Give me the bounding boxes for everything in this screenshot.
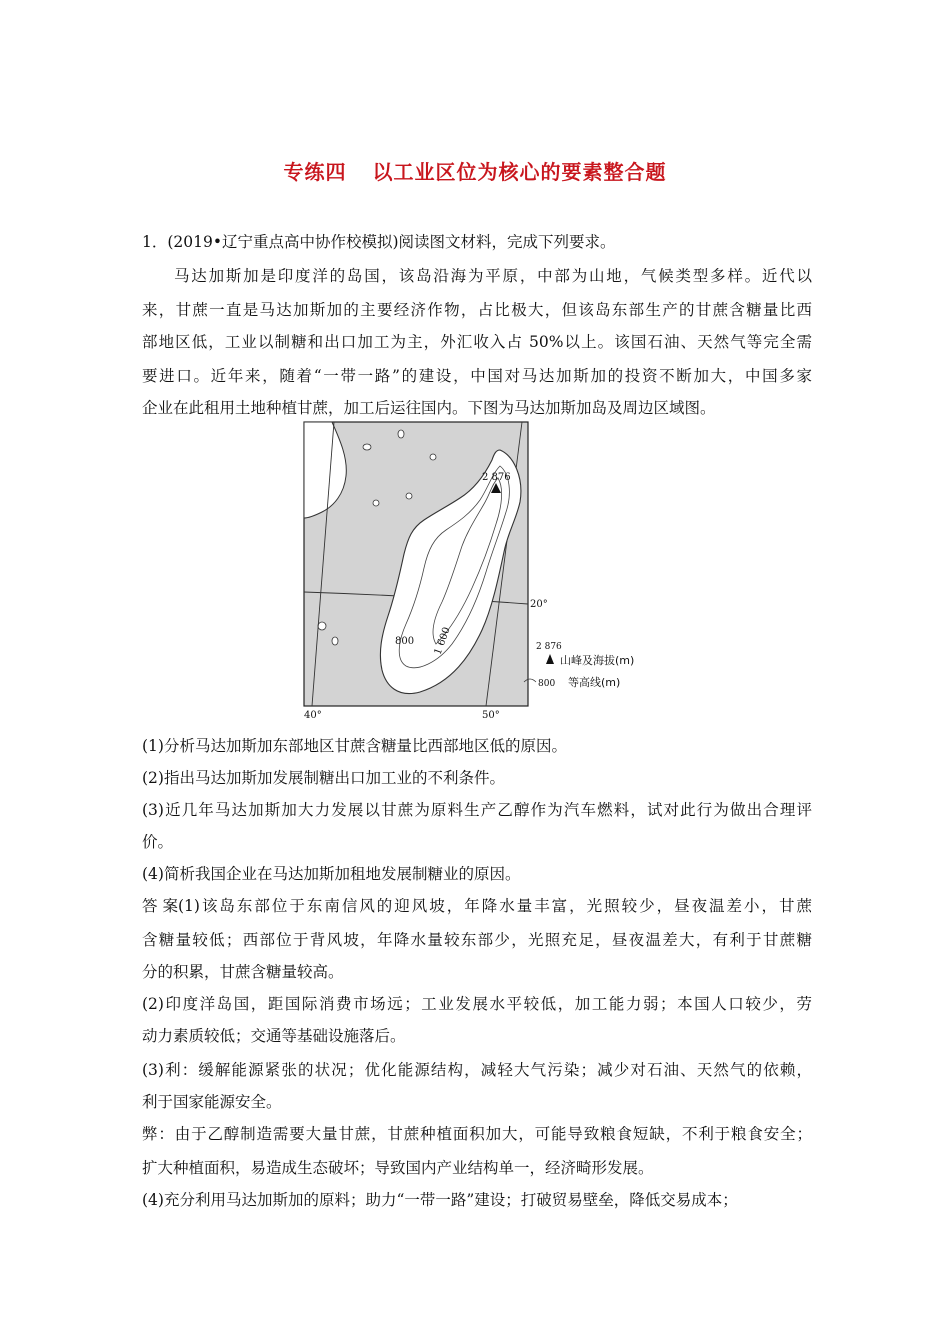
answer-line: (3)利：缓解能源紧张的状况；优化能源结构，减轻大气污染；减少对石油、天然气的依赖， bbox=[142, 1061, 812, 1079]
longitude-label-50: 50° bbox=[482, 710, 500, 720]
question-stem: 1．(2019•辽宁重点高中协作校模拟)阅读图文材料，完成下列要求。 bbox=[142, 233, 616, 251]
material-line: 马达加斯加是印度洋的岛国，该岛沿海为平原，中部为山地，气候类型多样。近代以 bbox=[174, 267, 812, 285]
island bbox=[398, 430, 404, 438]
answer-line: 弊：由于乙醇制造需要大量甘蔗，甘蔗种植面积加大，可能导致粮食短缺，不利于粮食安全； bbox=[142, 1125, 812, 1143]
sub-question-2: (2)指出马达加斯加发展制糖出口加工业的不利条件。 bbox=[142, 769, 505, 787]
legend-contour-text: 等高线(m) bbox=[568, 676, 621, 689]
legend-contour-value: 800 bbox=[538, 679, 556, 689]
island bbox=[430, 454, 436, 460]
contour-label-800: 800 bbox=[395, 636, 415, 647]
answer-line: 分的积累，甘蔗含糖量较高。 bbox=[142, 963, 344, 981]
answer-line: (4)充分利用马达加斯加的原料；助力“一带一路”建设；打破贸易壁垒，降低交易成本； bbox=[142, 1191, 738, 1209]
island bbox=[332, 637, 338, 645]
peak-value: 2 876 bbox=[482, 472, 511, 483]
answer-line: 含糖量较低；西部位于背风坡，年降水量较东部少，光照充足，昼夜温差大，有利于甘蔗糖 bbox=[142, 931, 812, 949]
material-line: 企业在此租用土地种植甘蔗，加工后运往国内。下图为马达加斯加岛及周边区域图。 bbox=[142, 399, 716, 417]
answer-line: (2)印度洋岛国，距国际消费市场远；工业发展水平较低，加工能力弱；本国人口较少，劳 bbox=[142, 995, 812, 1013]
island bbox=[318, 622, 326, 630]
legend-peak-icon bbox=[546, 654, 554, 664]
latitude-label: 20° bbox=[530, 599, 548, 610]
title-part2: 以工业区位为核心的要素整合题 bbox=[372, 160, 667, 184]
answer-line: 动力素质较低；交通等基础设施落后。 bbox=[142, 1027, 406, 1045]
answer-line bbox=[142, 896, 812, 916]
material-line: 来，甘蔗一直是马达加斯加的主要经济作物，占比极大，但该岛东部生产的甘蔗含糖量比西 bbox=[142, 301, 812, 319]
island bbox=[406, 493, 412, 499]
madagascar-map bbox=[300, 420, 650, 720]
material-line: 要进口。近年来，随着“一带一路”的建设，中国对马达加斯加的投资不断加大，中国多家 bbox=[142, 367, 812, 385]
answer-line: 利于国家能源安全。 bbox=[142, 1093, 282, 1111]
sub-question-3-cont: 价。 bbox=[142, 833, 174, 851]
answer-label: 答案 bbox=[142, 897, 178, 915]
sub-question-1: (1)分析马达加斯加东部地区甘蔗含糖量比西部地区低的原因。 bbox=[142, 737, 567, 755]
sub-question-4: (4)简析我国企业在马达加斯加租地发展制糖业的原因。 bbox=[142, 865, 521, 883]
answer-line: 扩大种植面积，易造成生态破坏；导致国内产业结构单一，经济畸形发展。 bbox=[142, 1159, 654, 1177]
contour-label-1600: 1 600 bbox=[432, 625, 453, 657]
legend-peak-value: 2 876 bbox=[536, 642, 562, 652]
longitude-label-40: 40° bbox=[304, 710, 322, 720]
sub-question-3: (3)近几年马达加斯加大力发展以甘蔗为原料生产乙醇作为汽车燃料，试对此行为做出合理评 bbox=[142, 801, 812, 819]
island bbox=[373, 500, 379, 506]
page-title bbox=[0, 156, 950, 185]
material-line: 部地区低，工业以制糖和出口加工为主，外汇收入占 50%以上。该国石油、天然气等完全需 bbox=[142, 333, 812, 351]
island bbox=[363, 444, 371, 450]
legend-peak-text: 山峰及海拔(m) bbox=[560, 654, 635, 667]
answer-text: (1)该岛东部位于东南信风的迎风坡，年降水量丰富，光照较少，昼夜温差小，甘蔗 bbox=[178, 897, 812, 915]
title-part1: 专练四 bbox=[283, 160, 347, 184]
